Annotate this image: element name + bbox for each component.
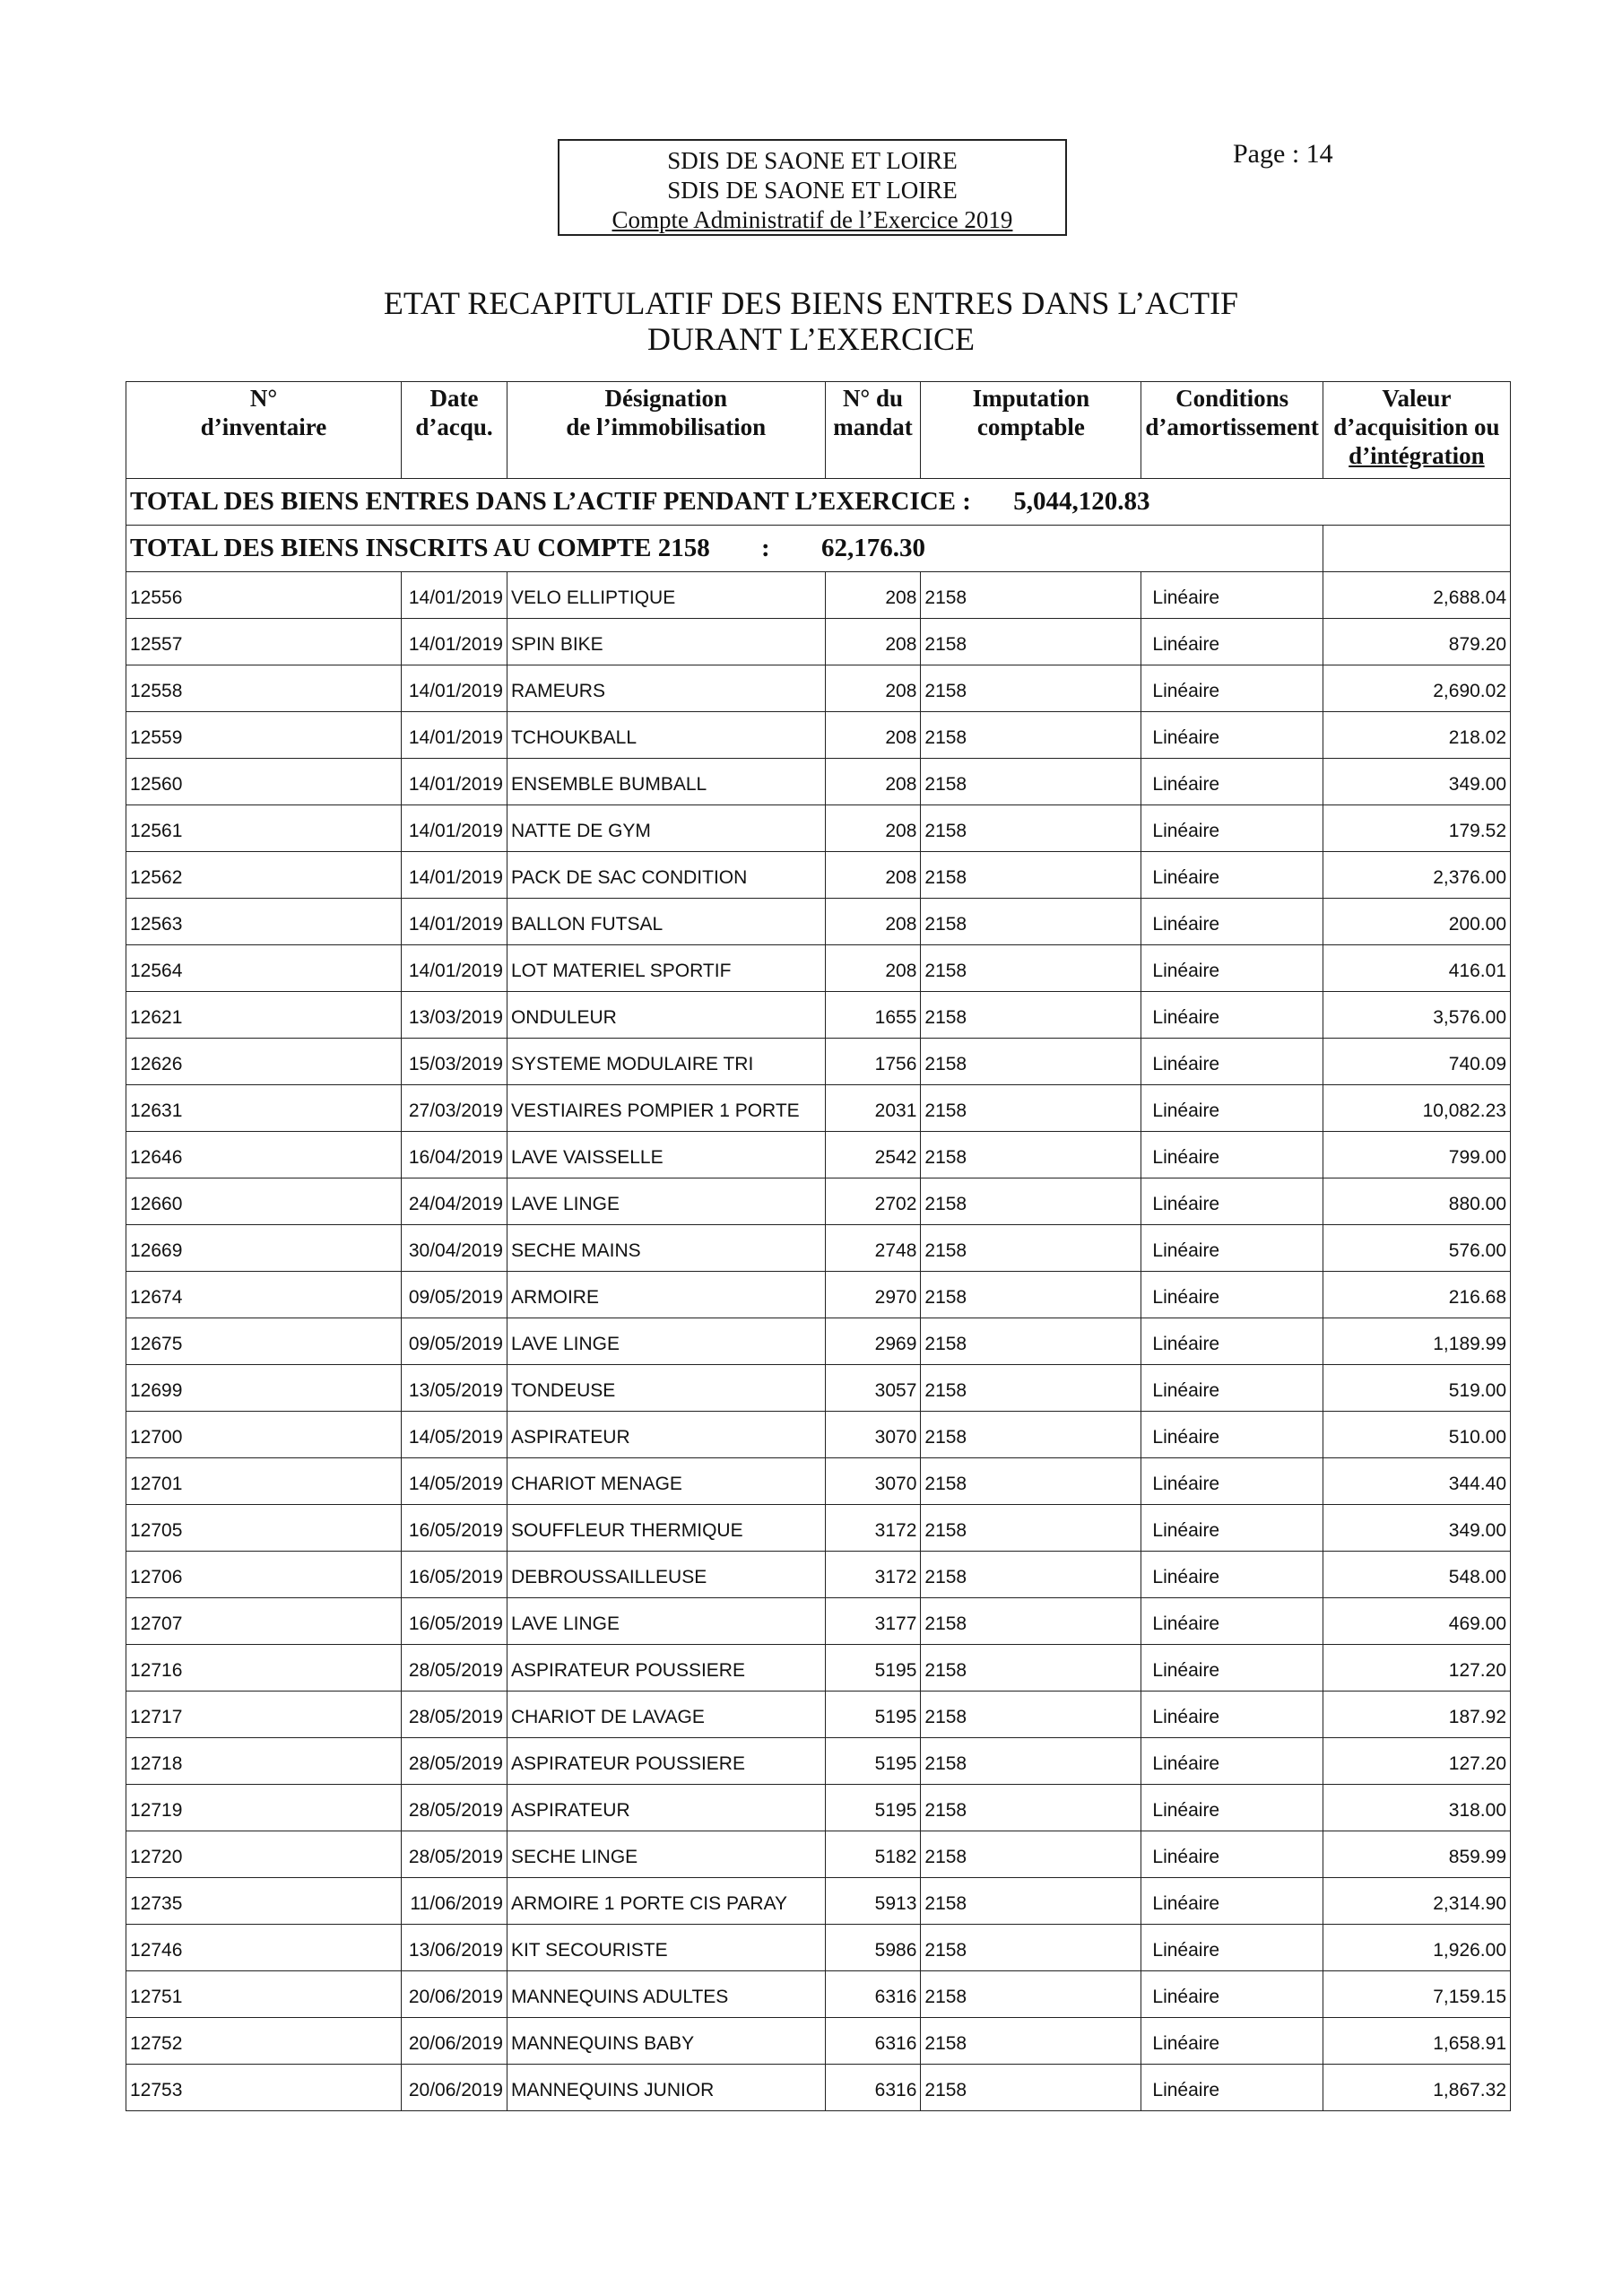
cell-inv: 12720 xyxy=(126,1831,402,1878)
cell-cond: Linéaire xyxy=(1141,1785,1323,1831)
cell-inv: 12564 xyxy=(126,945,402,992)
cell-date: 14/01/2019 xyxy=(402,899,507,945)
cell-val: 2,690.02 xyxy=(1323,665,1510,712)
cell-val: 1,926.00 xyxy=(1323,1925,1510,1971)
cell-cond: Linéaire xyxy=(1141,1132,1323,1178)
total-compte-value: 62,176.30 xyxy=(820,534,925,562)
cell-inv: 12707 xyxy=(126,1598,402,1645)
cell-inv: 12718 xyxy=(126,1738,402,1785)
table-row xyxy=(126,1365,1511,1412)
cell-date: 16/05/2019 xyxy=(402,1598,507,1645)
cell-cond: Linéaire xyxy=(1141,665,1323,712)
cell-cond: Linéaire xyxy=(1141,2065,1323,2111)
table-row xyxy=(126,1738,1511,1785)
cell-val: 576.00 xyxy=(1323,1225,1510,1272)
cell-date: 13/05/2019 xyxy=(402,1365,507,1412)
cell-date: 09/05/2019 xyxy=(402,1272,507,1318)
cell-val: 510.00 xyxy=(1323,1412,1510,1458)
cell-date: 14/01/2019 xyxy=(402,945,507,992)
cell-des: SPIN BIKE xyxy=(507,619,825,665)
table-row xyxy=(126,1505,1511,1552)
cell-imp: 2158 xyxy=(921,1598,1141,1645)
cell-imp: 2158 xyxy=(921,1272,1141,1318)
cell-date: 14/01/2019 xyxy=(402,759,507,805)
cell-imp: 2158 xyxy=(921,572,1141,619)
table-row xyxy=(126,1971,1511,2018)
cell-imp: 2158 xyxy=(921,1412,1141,1458)
table-row xyxy=(126,712,1511,759)
table-row xyxy=(126,1552,1511,1598)
cell-cond: Linéaire xyxy=(1141,1878,1323,1925)
cell-imp: 2158 xyxy=(921,1039,1141,1085)
cell-des: ONDULEUR xyxy=(507,992,825,1039)
cell-des: SOUFFLEUR THERMIQUE xyxy=(507,1505,825,1552)
cell-date: 15/03/2019 xyxy=(402,1039,507,1085)
cell-val: 179.52 xyxy=(1323,805,1510,852)
cell-inv: 12752 xyxy=(126,2018,402,2065)
table-header xyxy=(126,382,1511,479)
cell-inv: 12753 xyxy=(126,2065,402,2111)
cell-des: VELO ELLIPTIQUE xyxy=(507,572,825,619)
doc-title-line-2: DURANT L’EXERCICE xyxy=(646,321,975,357)
cell-date: 14/01/2019 xyxy=(402,665,507,712)
cell-date: 09/05/2019 xyxy=(402,1318,507,1365)
cell-imp: 2158 xyxy=(921,1692,1141,1738)
cell-inv: 12646 xyxy=(126,1132,402,1178)
cell-imp: 2158 xyxy=(921,899,1141,945)
table-row xyxy=(126,619,1511,665)
table-row xyxy=(126,759,1511,805)
cell-inv: 12558 xyxy=(126,665,402,712)
cell-des: SECHE MAINS xyxy=(507,1225,825,1272)
cell-date: 20/06/2019 xyxy=(402,2018,507,2065)
cell-cond: Linéaire xyxy=(1141,1505,1323,1552)
cell-cond: Linéaire xyxy=(1141,1318,1323,1365)
cell-cond: Linéaire xyxy=(1141,1552,1323,1598)
assets-table xyxy=(126,381,1511,2111)
cell-inv: 12660 xyxy=(126,1178,402,1225)
cell-cond: Linéaire xyxy=(1141,1178,1323,1225)
cell-mandat: 208 xyxy=(825,572,921,619)
cell-imp: 2158 xyxy=(921,1085,1141,1132)
cell-date: 14/01/2019 xyxy=(402,619,507,665)
cell-val: 200.00 xyxy=(1323,899,1510,945)
cell-date: 28/05/2019 xyxy=(402,1692,507,1738)
cell-val: 216.68 xyxy=(1323,1272,1510,1318)
table-row xyxy=(126,1272,1511,1318)
table-row xyxy=(126,1039,1511,1085)
cell-mandat: 2542 xyxy=(825,1132,921,1178)
cell-date: 13/06/2019 xyxy=(402,1925,507,1971)
cell-inv: 12556 xyxy=(126,572,402,619)
cell-mandat: 2031 xyxy=(825,1085,921,1132)
cell-date: 14/01/2019 xyxy=(402,572,507,619)
cell-imp: 2158 xyxy=(921,992,1141,1039)
cell-cond: Linéaire xyxy=(1141,1365,1323,1412)
cell-inv: 12621 xyxy=(126,992,402,1039)
col-valeur: Valeur d’acquisition ou d’intégration xyxy=(1323,382,1510,479)
cell-mandat: 6316 xyxy=(825,1971,921,2018)
header-line-3: Compte Administratif de l’Exercice 2019 xyxy=(612,206,1013,233)
cell-cond: Linéaire xyxy=(1141,2018,1323,2065)
cell-val: 740.09 xyxy=(1323,1039,1510,1085)
cell-inv: 12559 xyxy=(126,712,402,759)
cell-des: ARMOIRE 1 PORTE CIS PARAY xyxy=(507,1878,825,1925)
cell-mandat: 1756 xyxy=(825,1039,921,1085)
table-row xyxy=(126,1925,1511,1971)
cell-des: TONDEUSE xyxy=(507,1365,825,1412)
cell-mandat: 3172 xyxy=(825,1505,921,1552)
cell-mandat: 3057 xyxy=(825,1365,921,1412)
cell-cond: Linéaire xyxy=(1141,1971,1323,2018)
col-imputation: Imputation comptable xyxy=(921,382,1141,479)
total-compte-row xyxy=(126,526,1511,572)
cell-date: 11/06/2019 xyxy=(402,1878,507,1925)
cell-imp: 2158 xyxy=(921,1552,1141,1598)
col-designation: Désignation de l’immobilisation xyxy=(507,382,825,479)
header-line-2: SDIS DE SAONE ET LOIRE xyxy=(667,177,958,204)
cell-des: RAMEURS xyxy=(507,665,825,712)
cell-cond: Linéaire xyxy=(1141,992,1323,1039)
cell-des: CHARIOT MENAGE xyxy=(507,1458,825,1505)
cell-mandat: 5913 xyxy=(825,1878,921,1925)
table-row xyxy=(126,1878,1511,1925)
cell-mandat: 5195 xyxy=(825,1785,921,1831)
cell-val: 859.99 xyxy=(1323,1831,1510,1878)
cell-cond: Linéaire xyxy=(1141,1738,1323,1785)
cell-des: PACK DE SAC CONDITION xyxy=(507,852,825,899)
table-row xyxy=(126,1085,1511,1132)
cell-imp: 2158 xyxy=(921,619,1141,665)
cell-date: 24/04/2019 xyxy=(402,1178,507,1225)
cell-date: 16/05/2019 xyxy=(402,1505,507,1552)
cell-cond: Linéaire xyxy=(1141,1458,1323,1505)
cell-mandat: 208 xyxy=(825,945,921,992)
cell-cond: Linéaire xyxy=(1141,1412,1323,1458)
table-row xyxy=(126,992,1511,1039)
cell-imp: 2158 xyxy=(921,665,1141,712)
cell-date: 14/05/2019 xyxy=(402,1458,507,1505)
cell-cond: Linéaire xyxy=(1141,852,1323,899)
table-row xyxy=(126,1178,1511,1225)
cell-inv: 12557 xyxy=(126,619,402,665)
table-row xyxy=(126,1645,1511,1692)
cell-des: ENSEMBLE BUMBALL xyxy=(507,759,825,805)
cell-imp: 2158 xyxy=(921,1178,1141,1225)
cell-imp: 2158 xyxy=(921,1318,1141,1365)
cell-date: 20/06/2019 xyxy=(402,2065,507,2111)
cell-val: 1,867.32 xyxy=(1323,2065,1510,2111)
cell-imp: 2158 xyxy=(921,1645,1141,1692)
cell-mandat: 3172 xyxy=(825,1552,921,1598)
header-line-1: SDIS DE SAONE ET LOIRE xyxy=(667,147,958,174)
table-row xyxy=(126,852,1511,899)
cell-mandat: 3177 xyxy=(825,1598,921,1645)
cell-date: 20/06/2019 xyxy=(402,1971,507,2018)
cell-date: 14/01/2019 xyxy=(402,852,507,899)
cell-imp: 2158 xyxy=(921,1458,1141,1505)
col-mandat: N° du mandat xyxy=(825,382,921,479)
cell-inv: 12626 xyxy=(126,1039,402,1085)
cell-cond: Linéaire xyxy=(1141,712,1323,759)
cell-imp: 2158 xyxy=(921,1831,1141,1878)
cell-des: MANNEQUINS ADULTES xyxy=(507,1971,825,2018)
cell-inv: 12746 xyxy=(126,1925,402,1971)
cell-des: MANNEQUINS BABY xyxy=(507,2018,825,2065)
cell-mandat: 5195 xyxy=(825,1692,921,1738)
cell-des: ASPIRATEUR xyxy=(507,1412,825,1458)
header-box xyxy=(558,139,1067,236)
cell-date: 27/03/2019 xyxy=(402,1085,507,1132)
cell-des: ASPIRATEUR POUSSIERE xyxy=(507,1645,825,1692)
cell-imp: 2158 xyxy=(921,852,1141,899)
cell-val: 2,314.90 xyxy=(1323,1878,1510,1925)
cell-cond: Linéaire xyxy=(1141,899,1323,945)
cell-inv: 12705 xyxy=(126,1505,402,1552)
cell-mandat: 5195 xyxy=(825,1645,921,1692)
cell-des: SECHE LINGE xyxy=(507,1831,825,1878)
cell-inv: 12562 xyxy=(126,852,402,899)
cell-imp: 2158 xyxy=(921,1971,1141,2018)
cell-date: 28/05/2019 xyxy=(402,1831,507,1878)
cell-mandat: 208 xyxy=(825,852,921,899)
cell-imp: 2158 xyxy=(921,712,1141,759)
cell-cond: Linéaire xyxy=(1141,1692,1323,1738)
cell-val: 2,376.00 xyxy=(1323,852,1510,899)
cell-imp: 2158 xyxy=(921,1738,1141,1785)
cell-mandat: 208 xyxy=(825,619,921,665)
cell-cond: Linéaire xyxy=(1141,1039,1323,1085)
cell-mandat: 208 xyxy=(825,759,921,805)
cell-inv: 12706 xyxy=(126,1552,402,1598)
table-row xyxy=(126,1458,1511,1505)
cell-cond: Linéaire xyxy=(1141,1925,1323,1971)
total-exercice-value: 5,044,120.83 xyxy=(1013,487,1150,516)
cell-inv: 12675 xyxy=(126,1318,402,1365)
cell-date: 13/03/2019 xyxy=(402,992,507,1039)
table-row xyxy=(126,1225,1511,1272)
cell-val: 318.00 xyxy=(1323,1785,1510,1831)
cell-date: 14/05/2019 xyxy=(402,1412,507,1458)
cell-inv: 12701 xyxy=(126,1458,402,1505)
cell-imp: 2158 xyxy=(921,1785,1141,1831)
cell-inv: 12717 xyxy=(126,1692,402,1738)
total-compte-label: TOTAL DES BIENS INSCRITS AU COMPTE 2158 xyxy=(130,534,710,562)
cell-date: 16/05/2019 xyxy=(402,1552,507,1598)
cell-mandat: 1655 xyxy=(825,992,921,1039)
cell-imp: 2158 xyxy=(921,2018,1141,2065)
cell-imp: 2158 xyxy=(921,1925,1141,1971)
cell-val: 7,159.15 xyxy=(1323,1971,1510,2018)
cell-date: 16/04/2019 xyxy=(402,1132,507,1178)
cell-mandat: 5986 xyxy=(825,1925,921,1971)
cell-mandat: 3070 xyxy=(825,1412,921,1458)
cell-mandat: 208 xyxy=(825,712,921,759)
cell-des: VESTIAIRES POMPIER 1 PORTE xyxy=(507,1085,825,1132)
cell-mandat: 2970 xyxy=(825,1272,921,1318)
cell-des: TCHOUKBALL xyxy=(507,712,825,759)
cell-imp: 2158 xyxy=(921,1878,1141,1925)
cell-inv: 12716 xyxy=(126,1645,402,1692)
cell-val: 1,189.99 xyxy=(1323,1318,1510,1365)
cell-val: 127.20 xyxy=(1323,1738,1510,1785)
cell-val: 469.00 xyxy=(1323,1598,1510,1645)
cell-cond: Linéaire xyxy=(1141,1225,1323,1272)
cell-des: ARMOIRE xyxy=(507,1272,825,1318)
table-row xyxy=(126,2018,1511,2065)
cell-inv: 12735 xyxy=(126,1878,402,1925)
table-row xyxy=(126,899,1511,945)
table-row xyxy=(126,1692,1511,1738)
cell-val: 218.02 xyxy=(1323,712,1510,759)
col-conditions: Conditions d’amortissement xyxy=(1141,382,1323,479)
cell-cond: Linéaire xyxy=(1141,619,1323,665)
table-row xyxy=(126,1318,1511,1365)
cell-des: LAVE LINGE xyxy=(507,1178,825,1225)
cell-mandat: 3070 xyxy=(825,1458,921,1505)
cell-mandat: 5195 xyxy=(825,1738,921,1785)
cell-val: 2,688.04 xyxy=(1323,572,1510,619)
cell-cond: Linéaire xyxy=(1141,1831,1323,1878)
cell-mandat: 208 xyxy=(825,899,921,945)
cell-cond: Linéaire xyxy=(1141,759,1323,805)
table-row xyxy=(126,1785,1511,1831)
cell-mandat: 208 xyxy=(825,805,921,852)
cell-val: 1,658.91 xyxy=(1323,2018,1510,2065)
cell-val: 519.00 xyxy=(1323,1365,1510,1412)
cell-inv: 12719 xyxy=(126,1785,402,1831)
cell-imp: 2158 xyxy=(921,805,1141,852)
cell-date: 30/04/2019 xyxy=(402,1225,507,1272)
cell-des: LAVE LINGE xyxy=(507,1318,825,1365)
cell-date: 14/01/2019 xyxy=(402,712,507,759)
total-exercice-row xyxy=(126,479,1511,526)
cell-mandat: 2702 xyxy=(825,1178,921,1225)
cell-val: 3,576.00 xyxy=(1323,992,1510,1039)
cell-date: 28/05/2019 xyxy=(402,1738,507,1785)
cell-des: LOT MATERIEL SPORTIF xyxy=(507,945,825,992)
cell-inv: 12674 xyxy=(126,1272,402,1318)
cell-inv: 12631 xyxy=(126,1085,402,1132)
cell-des: BALLON FUTSAL xyxy=(507,899,825,945)
cell-mandat: 2969 xyxy=(825,1318,921,1365)
cell-val: 127.20 xyxy=(1323,1645,1510,1692)
table-row xyxy=(126,2065,1511,2111)
cell-cond: Linéaire xyxy=(1141,1272,1323,1318)
col-inventaire: N° d’inventaire xyxy=(126,382,402,479)
cell-mandat: 5182 xyxy=(825,1831,921,1878)
cell-des: LAVE VAISSELLE xyxy=(507,1132,825,1178)
cell-inv: 12563 xyxy=(126,899,402,945)
cell-imp: 2158 xyxy=(921,1225,1141,1272)
cell-date: 28/05/2019 xyxy=(402,1785,507,1831)
cell-des: SYSTEME MODULAIRE TRI xyxy=(507,1039,825,1085)
cell-inv: 12751 xyxy=(126,1971,402,2018)
total-compte-sep: : xyxy=(761,534,770,562)
cell-inv: 12699 xyxy=(126,1365,402,1412)
cell-des: KIT SECOURISTE xyxy=(507,1925,825,1971)
cell-val: 416.01 xyxy=(1323,945,1510,992)
cell-inv: 12561 xyxy=(126,805,402,852)
cell-des: CHARIOT DE LAVAGE xyxy=(507,1692,825,1738)
cell-imp: 2158 xyxy=(921,759,1141,805)
table-row xyxy=(126,1831,1511,1878)
cell-inv: 12560 xyxy=(126,759,402,805)
cell-val: 10,082.23 xyxy=(1323,1085,1510,1132)
cell-date: 28/05/2019 xyxy=(402,1645,507,1692)
cell-des: ASPIRATEUR xyxy=(507,1785,825,1831)
cell-des: DEBROUSSAILLEUSE xyxy=(507,1552,825,1598)
cell-imp: 2158 xyxy=(921,1365,1141,1412)
cell-val: 879.20 xyxy=(1323,619,1510,665)
table-row xyxy=(126,1412,1511,1458)
cell-imp: 2158 xyxy=(921,945,1141,992)
total-exercice-label: TOTAL DES BIENS ENTRES DANS L’ACTIF PENDANT L’EXERCICE : xyxy=(130,487,971,516)
cell-des: NATTE DE GYM xyxy=(507,805,825,852)
cell-val: 344.40 xyxy=(1323,1458,1510,1505)
table-row xyxy=(126,1598,1511,1645)
cell-mandat: 6316 xyxy=(825,2018,921,2065)
cell-val: 548.00 xyxy=(1323,1552,1510,1598)
cell-inv: 12669 xyxy=(126,1225,402,1272)
cell-cond: Linéaire xyxy=(1141,945,1323,992)
cell-mandat: 6316 xyxy=(825,2065,921,2111)
cell-val: 187.92 xyxy=(1323,1692,1510,1738)
table-row xyxy=(126,945,1511,992)
cell-date: 14/01/2019 xyxy=(402,805,507,852)
cell-val: 349.00 xyxy=(1323,759,1510,805)
page-number: Page : 14 xyxy=(1233,139,1333,169)
cell-des: ASPIRATEUR POUSSIERE xyxy=(507,1738,825,1785)
cell-cond: Linéaire xyxy=(1141,572,1323,619)
cell-mandat: 208 xyxy=(825,665,921,712)
cell-imp: 2158 xyxy=(921,1505,1141,1552)
table-row xyxy=(126,805,1511,852)
cell-cond: Linéaire xyxy=(1141,1598,1323,1645)
cell-des: MANNEQUINS JUNIOR xyxy=(507,2065,825,2111)
cell-cond: Linéaire xyxy=(1141,1085,1323,1132)
cell-val: 349.00 xyxy=(1323,1505,1510,1552)
cell-imp: 2158 xyxy=(921,2065,1141,2111)
cell-cond: Linéaire xyxy=(1141,805,1323,852)
cell-mandat: 2748 xyxy=(825,1225,921,1272)
cell-inv: 12700 xyxy=(126,1412,402,1458)
cell-imp: 2158 xyxy=(921,1132,1141,1178)
cell-cond: Linéaire xyxy=(1141,1645,1323,1692)
doc-title-line-1: ETAT RECAPITULATIF DES BIENS ENTRES DANS L’ACTIF xyxy=(383,285,1239,321)
cell-des: LAVE LINGE xyxy=(507,1598,825,1645)
cell-val: 880.00 xyxy=(1323,1178,1510,1225)
table-row xyxy=(126,1132,1511,1178)
table-row xyxy=(126,572,1511,619)
col-date: Date d’acqu. xyxy=(402,382,507,479)
cell-val: 799.00 xyxy=(1323,1132,1510,1178)
table-row xyxy=(126,665,1511,712)
